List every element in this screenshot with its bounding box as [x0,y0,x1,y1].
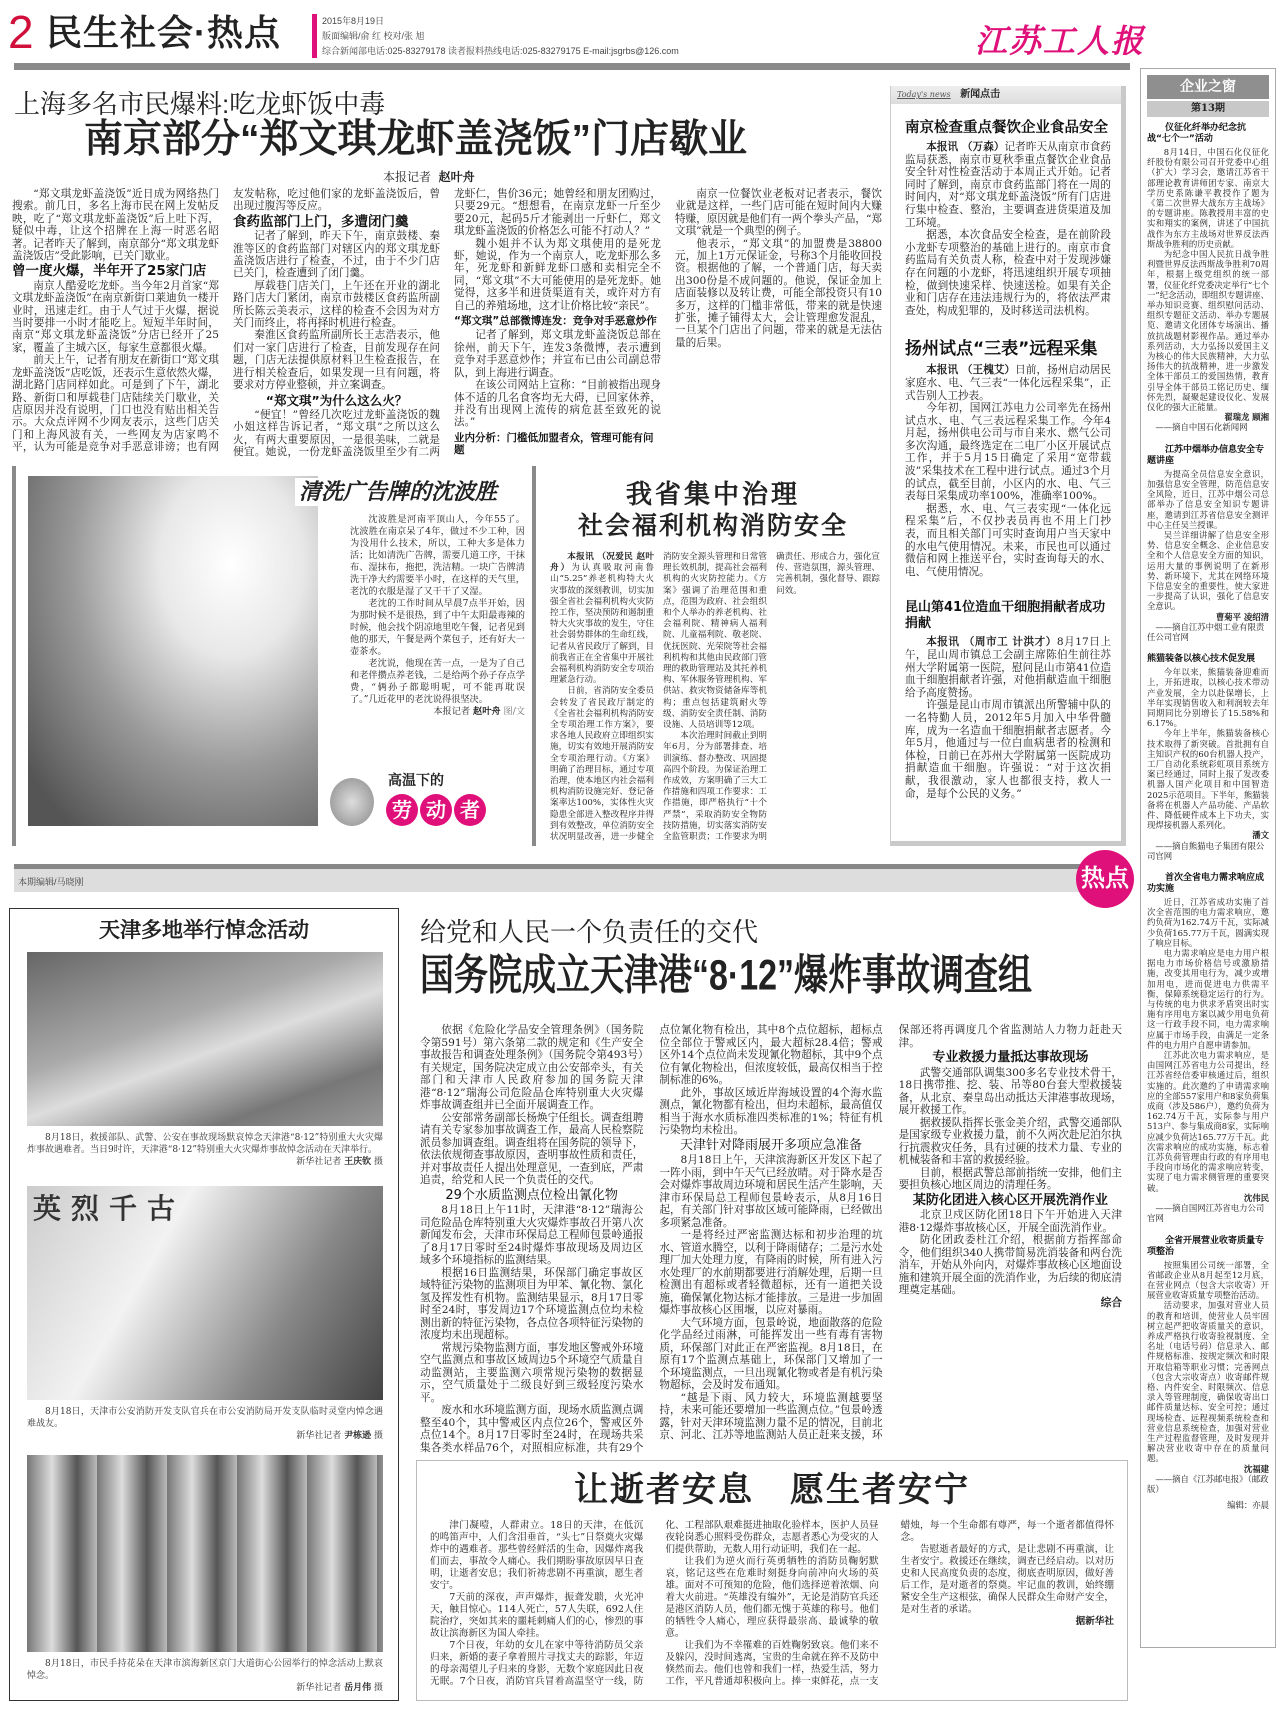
section-title: 民生社会·热点 [46,12,281,53]
paragraph: 7个日夜，年幼的女儿在家中等待消防员父亲归来，新婚的妻子拿着照片寻找丈夫的踪影，年迈的母亲渴望儿子归来的身影，无数个家庭因此日夜无眠。7个日夜，消防官兵冒着高温坚守一线，防化、工程部队艰难挺进抽取化验样本，医护人员昼夜轮岗悉心照料受伤群众，志愿者悉心为受灾的人们提供帮助，无数人用行动证明，我们在一起。 [430,1520,879,1687]
commentary-title: 让逝者安息 愿生者安宁 [574,1471,970,1509]
sidebar-source: ——摘自国网江苏省电力公司官网 [1147,1203,1265,1224]
news-title: 昆山第41位造血干细胞捐献者成功捐献 [905,600,1106,632]
paragraph: 日前，省消防安全委员会转发了省民政厅制定的《全省社会福利机构消防安全专项治理工作方案》，要求各地人民政府立即组织实施，切实有效地开展消防安全专项治理行动。《方案》明确了治理目标，通过专项治理，使本地区内社会福利机构消防设施完好、登记备案率达100%，实体性火灾隐患全部进入整改程序并得到有效整改，单位消防安全状况明显改善，进一步健全消防安全源头管理和日常管理长效机制，提高社会福利机构的火灾防控能力。《方案》强调了治理范围和重点，范围为政府、社会组织和个人举办的养老机构、社会福利院、精神病人福利院、儿童福利院、敬老院、优抚医院、光荣院等社会福利机构和其他由民政部门管理的救助管理站及其托养机构、军休服务管理机构、军供站、救灾物资储备库等机构；重点包括建筑耐火等级、消防安全责任制、消防设施、人员培训等12项。 [550,552,767,843]
credit-suffix: 摄 [373,1157,383,1167]
fire-safety-body [550,552,880,844]
paragraph: 7天前的深夜，声声爆炸，振聋发聩，火光冲天，触目惊心。114人死亡，57人失联，692人住院治疗，突如其来的噩耗刺痛人们的心，惨烈的事故让滨海新区为国人牵挂。 [430,1592,644,1639]
wrench-worker-icon [330,778,374,826]
badge-char: 者 [454,794,486,826]
tab-cn-label: 新闻点击 [960,89,1001,100]
hot-badge: 热点 [1076,850,1134,908]
paragraph: 他表示，“郑文琪”的加盟费是38800元，加上1万元保证金，号称3个月能收回投资。根据他的了解，一个普通门店，每天卖出300份是不成问题的。他说，保证金加上店面装修以及转让费，可能全部投资只有10多万，这样的门槛非常低，带来的就是快速扩张，摊子铺得太大，会让管理愈发混乱，一旦某个门店出了问题，带来的就是无法估量的后果。 [675,237,882,349]
paragraph-text: 8月17日上午，昆山周市镇总工会副主席陈伯生前往苏州大学附属第一医院，慰问昆山市第41位造血干细胞捐献者许强，对他捐献造血干细胞给予高度赞扬。 [905,636,1111,699]
subheading: 曾一度火爆，半年开了25家门店 [12,263,207,280]
article-source: 据新华社 [1075,1616,1114,1627]
paragraph: 按照集团公司统一部署，全省邮政企业从8月起至12月底，在营业网点（包含大宗收寄）开展营业收寄质量专项整治活动。 [1147,1259,1269,1301]
sidebar-author: 沈福建 [1243,1463,1269,1474]
paragraph-text: 日前，扬州启动居民家庭水、电、气三表“一体化远程采集”，正式告别人工抄表。 [905,364,1112,402]
paragraph: 前天上午，记者有朋友在新街口“郑文琪龙虾盖浇饭”店吃饭，还表示生意依然火爆，湖北路门店同样如此。可是到了下午，湖北路、新街口和厚载巷门店陆续关门歇业，关店原因并没有说明，门口也没有贴出相关告示。大众点评网不少网友表示，这些门店关门和上海风波有关，一些网友为店家鸣不平，认为可能是竞争对手恶意诽谤；也有网友发帖称，吃过他们家的龙虾盖浇饭后，曾出现过腹泻等反应。 [12,188,440,454]
paragraph: 让我们为不幸罹难的百姓鞠躬致哀。他们来不及躲闪，没时间逃离，宝贵的生命就在猝不及防中倏然而去。他们也曾和我们一样，热爱生活，努力工作，平凡普通却积极向上。捧一束鲜花，点一支蜡烛，每一个生命都有尊严，每一个逝者都值得怀念。 [665,1520,1114,1687]
paragraph: 公安部常务副部长杨焕宁任组长。调查组聘请有关专家参加事故调查工作，最高人民检察院派员参加调查组。调查组将在国务院的领导下，依法依规彻查事故原因，查明事故性质和责任，并对事故责任人提出处理意见，一查到底，严肃追责，给党和人民一个负责任的交代。 [420,1111,644,1186]
credit-label: 本报记者 [433,706,471,717]
paragraph: 为纪念中国人民抗日战争胜利暨世界反法西斯战争胜利70周年，根据上级党组织的统一部署，仪征化纤党委决定举行“七个一”纪念活动，即组织专题讲座、举办知识竞赛、组织慰问活动、组织专题征文活动、举办专题展览、邀请文化团体专场演出、播放抗战题材影视作品。通过举办系列活动，大力弘扬以爱国主义为核心的伟大民族精神，大力弘扬伟大的抗战精神，进一步激发全体干部员工的爱国热情，教育引导全体干部员工铭记历史、缅怀先烈，凝聚起建设仪化、发展仪化的强大正能量。 [1147,249,1269,413]
sidebar-item-title: 全省开展营业收寄质量专项整治 [1147,1235,1265,1257]
lobster-byline [383,168,475,185]
fire-safety-headline [548,478,878,542]
sidebar-source: ——摘自江苏中烟工业有限责任公司官网 [1147,621,1265,642]
paragraph: 近日，江苏省成功实施了首次全省范围的电力需求响应，邀约负荷为162.74万千瓦，实际减少负荷165.77万千瓦，圆满实现了响应目标。 [1147,897,1269,948]
paragraph: 沈波胜是河南平顶山人，今年55了。沈波胜在南京呆了4年，做过不少工种，因为没用什么技术，所以，工种大多是体力活；比如清洗广告牌，需要几道工序，干抹布、湿抹布，拖把，洗洁精。一块广告牌清洗干净大约需要半小时，在这样的天气里，老沈的衣服是湿了又干干了又湿。 [350,514,525,597]
headline-line: 社会福利机构消防安全 [577,512,848,540]
sidebar-issue: 第13期 [1147,101,1269,117]
paragraph: 吴兰详细讲解了信息安全形势、信息安全概念、企业信息安全和个人信息安全方面的知识，运用大量的事例说明了在新形势、新环境下，尤其在网络环境下信息安全的重要性，使大家进一步提高了认识，强化了信息安全意识。 [1147,529,1269,612]
paragraph-text: 记者昨天从南京市食药监局获悉，南京市夏秋季重点餐饮企业食品安全针对性检查活动于本周正式开始。记者同时了解到，南京市食药监部门将在一周的时间内，对“郑文琪龙虾盖浇饭”所有门店进行集中检查、整治，主要调查进货渠道及加工环境。 [905,141,1111,229]
subheading: “郑文琪”总部微博连发：竞争对手恶意炒作 [454,315,657,328]
subheading: 天津针对降雨展开多项应急准备 [679,1137,862,1153]
sidebar-source: ——摘自熊猫电子集团有限公司官网 [1147,840,1265,861]
subheading: 专业救援力量抵达事故现场 [932,1050,1089,1065]
sidebar-item-title: 江苏中烟举办信息安全专题讲座 [1147,444,1265,466]
paragraph: 厚载巷门店关门，上午还在开业的湖北路门店大门紧闭，南京市鼓楼区食药监所副所长陈云美表示，这样的检查不会因为对方关门而终止，将再择时机进行检查。 [233,279,440,330]
paragraph: 让我们为逆火而行英勇牺牲的消防员鞠躬默哀，铭记这些在危难时刻挺身向前冲向火场的英雄。面对不可预知的危险，他们选择逆着浓烟、向着大火前进。“英雄没有编外”，无论是消防官兵还是港区消防人员，他们都无愧于英雄的称号。他们的牺牲令人痛心，理应获得最崇高、最诚挚的敬意。 [665,1556,879,1639]
subheading: “郑文琪”为什么这么火？ [265,392,408,408]
news-title: 扬州试点“三表”远程采集 [905,339,1098,360]
paragraph: 此外，事故区域近岸海域设置的4个海水监测点，氰化物都有检出，但均未超标，最高值仅相当于海水水质标准四类标准的1%；特征有机污染物均未检出。 [659,1086,883,1136]
headline-line: 我省集中治理 [625,479,800,509]
credit-label: 新华社记者 [296,1157,342,1167]
paragraph: 今年以来，熊猫装备迎难而上，开拓进取，以核心技术带动产业发展，全力以赴保增长，上半年实现销售收入和利润较去年同期同比分别增长了15.58%和6.17%。 [1147,667,1269,729]
paragraph: 依据《危险化学品安全管理条例》（国务院令第591号）第六条第二款的规定和《生产安全事故报告和调查处理条例》（国务院令第493号）有关规定，国务院决定成立由公安部牵头，有关部门和天津市人民政府参加的国务院天津港“8·12”瑞海公司危险品仓库特别重大火灾爆炸事故调查组并已全面开展调查工作。 [420,1024,644,1111]
paragraph: 记者了解到，郑文琪龙虾盖浇饭总部在徐州，前天下午，连发3条微博，表示遭到竞争对手恶意炒作；并宣布已由公司副总带队，到上海进行调查。 [454,329,661,379]
paragraph: 据救援队指挥长张金美介绍，武警交通部队是国家级专业救援力量，前不久两次赴尼泊尔执行抗震救灾任务，具有过硬的技术力量、专业的机械装备和丰富的救援经验。 [898,1116,1122,1166]
photo-caption [27,1658,383,1694]
credit-name: 尹栋逊 [344,1431,372,1441]
section-divider [14,864,1130,892]
dateline: 本报讯 （万森） [926,141,1005,153]
paragraph: 废水和水环境监测方面，现场水质监测点调整至40个，其中警戒区内点位26个，警戒区外点位14个。8月17日零时至24时，在现场共采集各类水样品76个，对照相应标准，共有29个点位氰化物有检出，其中8个点位超标，超标点位全部位于警戒区内，最大超标28.4倍；警戒区外14个点位尚未发现氰化物超标，其中9个点位有氰化物检出，但浓度较低，最高仅相当于控制标准的6%。 [420,1024,883,1454]
worker-feature-text [350,514,525,718]
memorial-hall-photo [27,1186,383,1400]
dateline: 本报讯 （王槐艾） [926,364,1016,377]
paragraph: 北京卫戍区防化团18日下午开始进入天津港8·12爆炸事故核心区，开展全面洗消作业。 [898,1209,1122,1234]
sidebar-title: 企业之窗 [1147,75,1269,99]
news-box-tab [891,86,1121,104]
lobster-headline: 南京部分“郑文琪龙虾盖浇饭”门店歇业 [84,118,748,161]
credit-name: 王庆钦 [344,1157,372,1167]
paragraph: 据悉，本次食品安全检查，是在前阶段小龙虾专项整治的基础上进行的。南京市食药监局有关负责人称，检查中对于发现涉嫌存在问题的小龙虾，将迅速组织开展专项抽检，做到快速采样、快速送检。如果有关企业和门店存在违法违规行为的，将依法严肃查处，构成犯罪的，及时移送司法机构。 [905,229,1111,317]
badge-char: 动 [420,794,452,826]
paragraph: 告慰逝者最好的方式，是让悲剧不再重演，让生者安宁。救援还在继续，调查已经启动。以对历史和人民高度负责的态度，彻底查明原因，做好善后工作，是对逝者的祭奠。牢记血的教训，始终绷紧安全生产这根弦，确保人民群众生命财产安全，是对生者的承诺。 [900,1544,1114,1615]
paragraph: 防化团政委杜江介绍，根据前方指挥部命令，他们组织340人携带简易洗消装备和两台洗消车，开始从外向内，对爆炸事故核心区地面设施和建筑开展全面的洗消作业，为后续的彻底清理奠定基础。 [898,1234,1122,1296]
sidebar-source: ——摘自《江苏邮电报》（邮政版） [1147,1473,1269,1494]
paragraph: 在该公司网站上宣称：“目前被指出现身体不适的几名食客均无大碍，已回家休养，并没有出现网上流传的病危甚至致死的说法。” [454,379,661,429]
paragraph: 8月14日，中国石化仪征化纤股份有限公司召开党委中心组（扩大）学习会，邀请江苏省干部理论教育讲师团专家、南京大学历史系陈谦平教授作了题为《第二次世界大战东方主战场》的专题讲座。陈教授用丰富的史实和翔实的案例，讲述了中国抗战作为东方主战场对世界反法西斯战争胜利的历史贡献。 [1147,147,1269,249]
paragraph: 电力需求响应是电力用户根据电力市场价格信号或激励措施，改变其用电行为，减少或增加用电，进而促进电力供需平衡，保障系统稳定运行的行为。与传统的电力供求矛盾突出时实施有序用电方案以减少用电负荷这一行政手段不同，电力需求响应属于市场手段，由满足一定条件的电力用户自愿申请参加。 [1147,948,1269,1050]
byline-name: 赵叶舟 [438,170,475,184]
paragraph: 8月18日上午，天津滨海新区开发区下起了一阵小雨，到中午天气已经放晴。对于降水是否会对爆炸事故周边环境和居民生活产生影响，天津市环保局总工程师包景岭表示，从8月16日起，有关部门针对事故区域可能降雨，已经做出多项紧急准备。 [659,1154,883,1229]
subheading: 29个水质监测点位检出氰化物 [445,1187,618,1203]
paragraph [905,141,1111,229]
caption-text: 8月18日，天津市公安消防开发支队官兵在市公安消防局开发支队临时灵堂内悼念遇难战友。 [27,1407,383,1429]
photo-caption [27,1406,383,1442]
sidebar-source: ——摘自中国石化新闻网 [1155,422,1248,433]
paragraph: 据悉，水、电、气三表实现“一体化远程采集”后，不仅抄表员再也不用上门抄表，而且相关部门可实时查询用户当天家中的水电气使用情况。未来，市民也可以通过微信和网上推送平台，实时查询每天的水、电、气使用情况。 [905,502,1111,578]
sidebar-editor: 编辑：亦晨 [1227,1500,1269,1511]
dateline: 本报讯 （况爱民 赵叶舟） [550,552,654,574]
caption-credit [27,1156,383,1168]
paragraph: 常规污染物监测方面，事发地区警戒外环境空气监测点和事故区域周边5个环境空气质量自动监测站，主要监测六项常规污染物的数据显示，空气质量处于二级良好到三级轻度污染水平。 [420,1341,644,1404]
paragraph: 江苏此次电力需求响应，是由国网江苏省电力公司提出，经江苏省经信委审核通过后，组织实施的。此次邀约了申请需求响应的全部557家用户和8家负荷集成商（涉及586户），邀约负荷为162.74万千瓦，实际参与用户513户、参与集成商8家，实际响应减少负荷达165.77万千瓦。此次需求响应的成功实施，标志着江苏负荷管理由行政的有序用电手段向市场化的需求响应转变，实现了电力需求侧管理的重要突破。 [1147,1050,1269,1193]
contacts-line: 综合新闻部电话:025-83279178 读者报料热线电话:025-83279175 E-mail:jsgrbs@126.com [322,46,679,56]
investigation-body [420,1024,1122,1454]
paragraph: 南京一位餐饮业老板对记者表示，餐饮业就是这样，一些门店可能在短时间内大赚特赚，原因就是他们有一两个拳头产品，“郑文琪”就是一个典型的例子。 [675,188,882,238]
sidebar-author: 沈伟民 [1243,1192,1269,1203]
caption-text: 8月18日，救援部队、武警、公安在事故现场默哀悼念天津港“8·12”特别重大火灾爆炸事故遇难者。当日9时许，天津港“8·12”特别重大火灾爆炸事故悼念活动在天津举行。 [27,1133,383,1155]
mourners-photo [27,1455,383,1652]
paragraph: 活动要求，加强对营业人员的教育和培训，使营业人员牢固树立起严把收寄质量关的意识，养成严格执行收寄验视制度、全名址（电话号码）信息录入、邮件规格标准、按规定频次和时限开取信箱等职业习惯；完善网点（包含大宗收寄点）收寄邮件规格、内件安全、时限频次、信息录入等管理制度，确保收寄出口邮件质量达标、安全可控；通过现场检查、远程视频系统检查和营业信息系统检查，加强对营业生产过程监督管理，及时发现并解决营业收寄中存在的质量问题。 [1147,1300,1269,1464]
paragraph: 南京人酷爱吃龙虾。当今年2月首家“郑文琪龙虾盖浇饭”在南京新街口莱迪负一楼开业时，迅速走红。由于人气过于火爆，据说当时要排一小时才能吃上。短短半年时间，南京“郑文琪龙虾盖浇饭”分店已经开了25家，覆盖了主城六区，每家生意都很火爆。 [12,279,219,354]
subheading: 业内分析：门槛低加盟者众，管理可能有问题 [454,431,654,457]
credit-suffix: 摄 [373,1431,383,1441]
tab-en-label: Today's news [897,90,951,99]
newspaper-logo: 江苏工人报 [975,22,1146,60]
credit-label: 新华社记者 [296,1683,342,1693]
hot-weather-worker-badge [330,772,530,832]
paragraph-text: 为认真吸取河南鲁山“5.25”养老机构特大火灾事故的深刻教训，切实加强全省社会福利机构火灾防控工作，坚决预防和遏制重特大火灾事故的发生，守住社会弱势群体的生命红线，记者从省民政厅了解到，目前我省正在全省集中开展社会福利机构消防安全专项治理紧急行动。 [550,563,654,686]
divider-editor: 本期编辑/马晓刚 [18,877,84,887]
paragraph: 老沈说，他现在苦一点，一是为了自己和老伴攒点养老钱，二是给两个孙子存点学费，“俩孙子都聪明呢，可不能再耽误了。”几近花甲的老沈说得很坚决。 [350,658,525,705]
article-source: 综合 [1100,1296,1122,1309]
paragraph: “越是下雨、风力较大，环境监测越要坚持，未来可能还要增加一些监测点位。”包景岭透露，针对天津环境监测力量不足的情况，目前北京、河北、江苏等地监测站人员正赶来支援，环保部还将再调度几个省监测站人力物力赶赴天津。 [659,1024,1122,1441]
investigation-headline: 国务院成立天津港“8·12”爆炸事故调查组 [420,952,1033,1000]
news-title: 南京检查重点餐饮企业食品安全 [905,120,1108,136]
sidebar-item-title: 熊猫装备以核心技术促发展 [1147,654,1256,665]
photo-caption [27,1132,383,1168]
photo-credit [350,706,525,718]
header-meta [322,14,679,59]
caption-credit [27,1682,383,1694]
worker-feature-title: 清洗广告牌的沈波胜 [295,478,501,506]
paragraph: “便宜！”曾经几次吃过龙虾盖浇饭的魏小姐这样告诉记者，“郑文琪”之所以这么火，有两大重要原因，一是很美味，二就是便宜。她说，一份龙虾盖浇饭里至少有二两龙虾仁，售价36元；她曾经和朋友团购过，只要29元。“想想看，在南京龙虾一斤至少要20元，起码5斤才能剥出一斤虾仁，郑文琪龙虾盖浇饭的价格怎么可能不打动人？” [233,188,661,459]
paragraph: 8月18日上午11时，天津港“8·12”瑞海公司危险品仓库特别重大火灾爆炸事故召开第八次新闻发布会，天津市环保局总工程师包景岭通报了8月17日零时至24时爆炸事故现场及周边区域多个环境指标的监测结果。 [420,1204,644,1266]
paragraph: 大气环境方面，包景岭说，地面散落的危险化学品经过雨淋，可能挥发出一些有毒有害物质，环保部门对此正在严密监视。8月18日，在原有17个监测点基础上，环保部门又增加了一个环境监测点，一旦出现氰化物或者是有机污染物超标，会及时发布通知。 [659,1316,883,1391]
paragraph: 魏小姐并不认为郑文琪使用的是死龙虾，她说，作为一个南京人，吃龙虾那么多年，死龙虾和新鲜龙虾口感和卖相完全不同，“郑文琪”不大可能使用的是死龙虾。她觉得，这多半和进货渠道有关，或许对方有自己的养殖场地，这才让价格比较“亲民”。 [454,237,661,312]
paragraph: 今年上半年，熊猫装备核心技术取得了新突破。首批拥有自主知识产权的60台机器人投产，工厂自动化系统彩虹项目系统方案已经通过，同时上报了发改委机器人国产化项目和中国智造2025示范项目。下半年，熊猫装备将在机器人产品功能、产品软件、降低硬件成本上下功夫，实现焊接机器人系列化。 [1147,728,1269,831]
header-rule [14,63,1130,70]
news-box [890,86,1126,846]
sidebar-author: 曹菊平 凌绍清 [1215,611,1269,622]
sidebar-item-title: 首次全省电力需求响应成功实施 [1147,873,1265,894]
paragraph: 武警交通部队调集300多名专业技术骨干，18日携带推、挖、装、吊等80台套大型救援装备，从北京、秦皇岛出动抵达天津港事故现场，展开救援工作。 [898,1066,1122,1116]
paragraph: 今年初，国网江苏电力公司率先在扬州试点水、电、气三表远程采集工作。今年4月起，扬州供电公司与市自来水、燃气公司多次沟通，最终选定在二电厂小区开展试点工作，并于5月15日确定了采用“宽带载波”采集技术在工程中进行试点。通过3个月的试点，截至目前，小区内的水、电、气三表每日采集成功率100%，准确率100%。 [905,402,1111,503]
paragraph: 根据16日监测结果，环保部门确定事故区域特征污染物的监测项目为甲苯、氰化物、氯化氢及挥发性有机物。监测结果显示，8月17日零时至24时，事发周边17个环境监测点位均未检测出新的特征污染物，各点位各项特征污染物的浓度均未出现超标。 [420,1266,644,1341]
subheading: 食药监部门上门，多遭闭门羹 [233,213,409,230]
paragraph: 一是将经过严密监测达标和初步治理的坑水、管道水腾空，以利于降雨储存；二是污水处理厂加大处理力度，有降雨的时候，所有进入污水处理厂的水前期都要进行消解处理，后期一旦检测出有超标或者轻微超标，还有一道把关设施，确保氰化物达标才能排放。三是进一步加固爆炸事故核心区围堰，以应对暴雨。 [659,1229,883,1316]
paragraph: 目前，根据武警总部前指统一安排，他们主要担负核心地区周边的清理任务。 [898,1166,1122,1191]
caption-credit [27,1430,383,1442]
paragraph [905,636,1111,699]
investigation-kicker: 给党和人民一个负责任的交代 [420,917,759,947]
paragraph: 记者了解到，昨天下午，南京鼓楼、秦淮等区的食药监部门对辖区内的郑文琪龙虾盖浇饭店进行了检查，不过，由于不少门店已关门，检查遭到了闭门羹。 [233,230,440,280]
header-accent-bar [312,14,317,58]
byline-label: 本报记者 [383,170,432,184]
sidebar-author: 潘文 [1252,830,1269,841]
worker-photo [28,476,318,826]
commentary-body [430,1520,1114,1698]
caption-text: 8月18日，市民手持花朵在天津市滨海新区京门大道街心公园举行的悼念活动上默哀悼念。 [27,1659,383,1681]
credit-suffix: 摄 [373,1683,383,1693]
paragraph: 许强是昆山市周市镇派出所警辅中队的一名特勤人员，2012年5月加入中华骨髓库，成为一名造血干细胞捐献者志愿者。今年5月，他通过与一位白血病患者的检测和体检，日前已在苏州大学附属第一医院成功捐献造血干细胞。许强说：“对于这次捐献，我很激动，家人也都很支持，救人一命，是每个公民的义务。” [905,699,1111,800]
paragraph [905,364,1111,402]
paragraph: 为提高全员信息安全意识，加强信息安全管理，防范信息安全风险，近日，江苏中烟公司总部举办了信息安全知识专题讲座，邀请到江苏省信息安全测评中心主任吴兰授课。 [1147,468,1269,530]
subheading: 某防化团进入核心区开展洗消作业 [912,1192,1108,1208]
badge-char: 劳 [386,794,418,826]
credit-label: 新华社记者 [296,1431,342,1441]
credit-suffix: 图/文 [503,706,525,717]
page-number: 2 [8,6,34,58]
issue-date: 2015年8月19日 [322,16,385,26]
sidebar-item-title: 仪征化纤举办纪念抗战“七个一”活动 [1147,123,1247,144]
rescue-site-photo [27,952,383,1126]
lobster-kicker: 上海多名市民爆料:吃龙虾饭中毒 [14,89,386,119]
memorial-banner-text: 英烈千古 [33,1192,186,1225]
tianjin-photo-title: 天津多地举行悼念活动 [99,919,309,942]
paragraph: 秦淮区食药监所副所长王志浩表示，他们对一家门店进行了检查，目前发现存在问题，门店无法提供原材料卫生检查报告，在进行相关检查后，如果发现一旦有问题，将要求对方停业整顿，并立案调查。 [233,329,440,392]
enterprise-sidebar [1140,68,1276,1648]
credit-name: 赵叶舟 [473,706,501,717]
paragraph: 老沈的工作时间从早晨7点半开始，因为那时候不是很热，到了中午太阳最毒辣的时候，他会找个阴凉地里吃午餐，记者见到他的那天，午餐是两个菜包子，还有好大一壶茶水。 [350,598,525,657]
paragraph [550,552,654,686]
sidebar-author: 翟瑞龙 顾湘 [1224,412,1269,423]
paragraph: 本次治理时间截止到明年6月，分为部署排查、培训演练、督办整改、巩固提高四个阶段。为保证治理工作成效，方案明确了三大工作措施和四项工作要求：工作措施，即严格执行“十个严禁”，采取消防安全物防技防措施，切实落实消防安全监管职责；工作要求为明确责任、形成合力，强化宣传、营造氛围，源头管理、完善机制，强化督导、跟踪问效。 [663,552,880,843]
badge-top-text: 高温下的 [388,773,444,789]
editors-line: 版面编辑/俞 红 校对/张 旭 [322,31,425,41]
lobster-body [12,188,882,462]
paragraph: 津门凝噎，人群肃立。18日的天津，在低沉的鸣笛声中，人们含泪垂首，“头七”日祭奠火灾爆炸中的遇难者。那些曾经鲜活的生命，因爆炸离我们而去，事故令人痛心。我们期盼事故原因早日查明，让逝者安息；我们祈祷悲剧不再重演，愿生者安宁。 [430,1520,644,1591]
credit-name: 岳月伟 [344,1683,372,1693]
dateline: 本报讯 （周市工 计洪才） [926,636,1057,649]
paragraph: “郑文琪龙虾盖浇饭”近日成为网络热门搜索。前几日，多名上海市民在网上发帖反映，吃了“郑文琪龙虾盖浇饭”后上吐下泻，疑似中毒，让这个招牌在上海一时恶名昭著。记者昨天了解到，南京部分“郑文琪龙虾盖浇饭店”受此影响，已关门歇业。 [12,188,219,263]
